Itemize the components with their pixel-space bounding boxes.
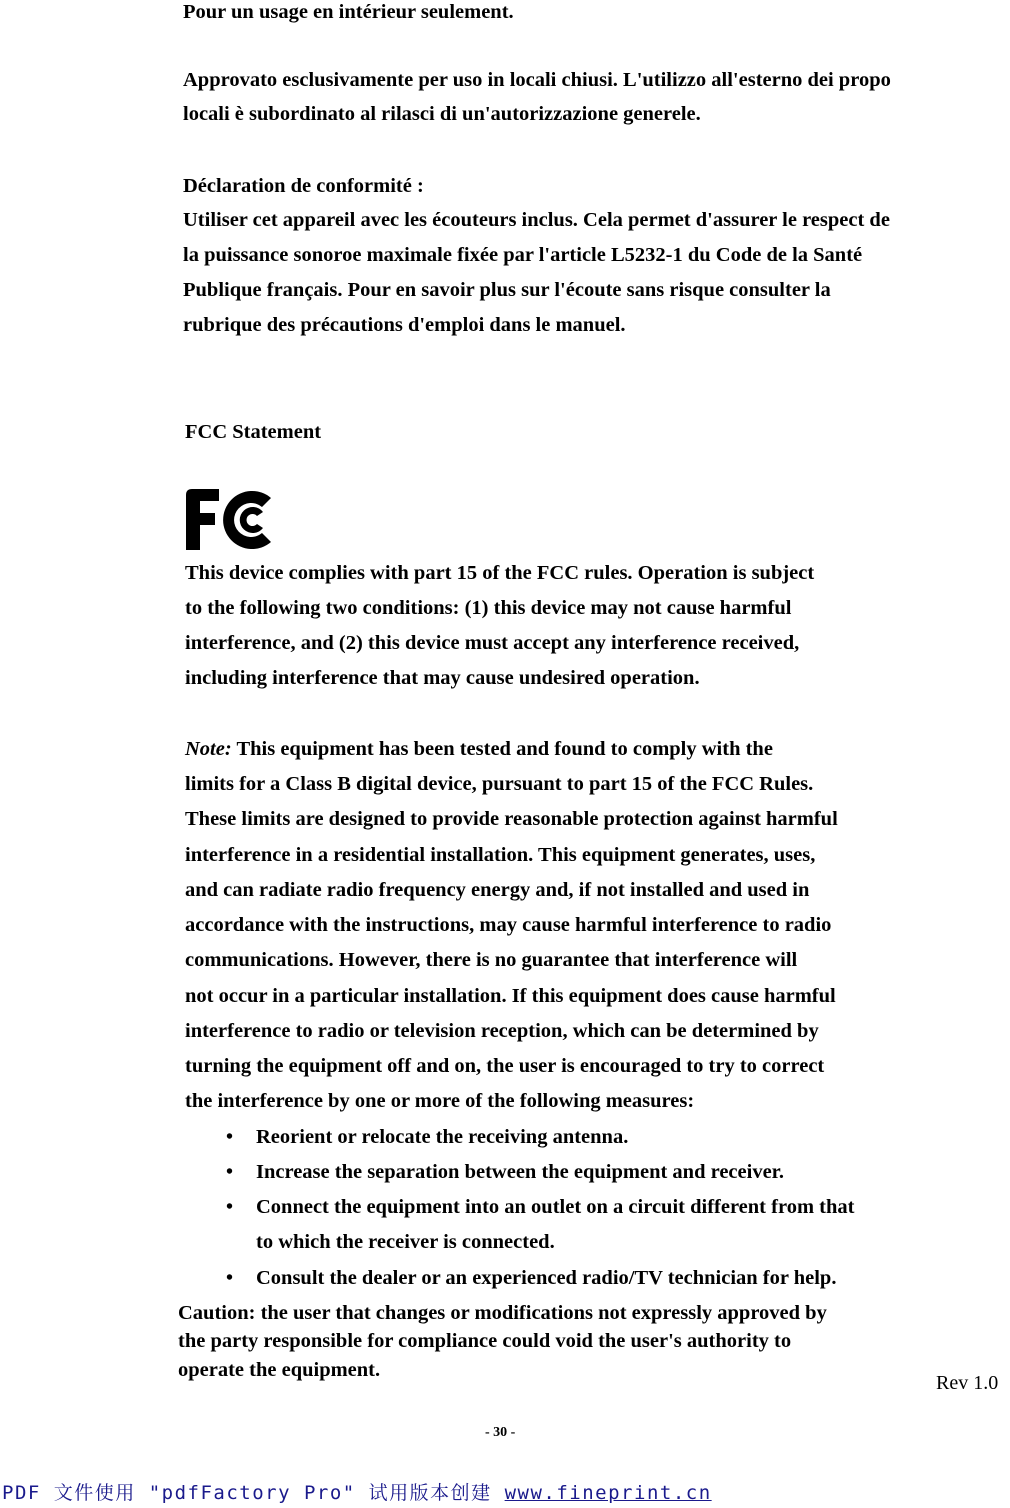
fcc-note-line-11: the interference by one or more of the following measures: bbox=[185, 1090, 695, 1112]
fcc-compliance-line-4: including interference that may cause undesired operation. bbox=[185, 667, 700, 689]
fcc-logo-f bbox=[186, 489, 219, 550]
fcc-note-line-5: and can radiate radio frequency energy and, if not installed and used in bbox=[185, 879, 810, 901]
fcc-compliance-line-2: to the following two conditions: (1) this device may not cause harmful bbox=[185, 597, 792, 619]
fcc-logo-c-inner bbox=[240, 507, 263, 533]
italian-line-1: Approvato esclusivamente per uso in locali chiusi. L'utilizzo all'esterno dei propo bbox=[183, 69, 891, 91]
footer-text: PDF 文件使用 "pdfFactory Pro" 试用版本创建 bbox=[2, 1482, 505, 1504]
fcc-compliance-line-1: This device complies with part 15 of the FCC rules. Operation is subject bbox=[185, 562, 815, 584]
fcc-compliance-line-3: interference, and (2) this device must accept any interference received, bbox=[185, 632, 800, 654]
fcc-note-line-6: accordance with the instructions, may cause harmful interference to radio bbox=[185, 914, 832, 936]
caution-line-1: Caution: the user that changes or modifications not expressly approved by bbox=[178, 1302, 827, 1324]
fcc-note-line-2: limits for a Class B digital device, pursuant to part 15 of the FCC Rules. bbox=[185, 773, 814, 795]
fcc-note-line-7: communications. However, there is no guarantee that interference will bbox=[185, 949, 798, 971]
fcc-logo bbox=[183, 486, 281, 552]
fcc-note-line-4: interference in a residential installation. This equipment generates, uses, bbox=[185, 844, 816, 866]
fcc-note-line-8: not occur in a particular installation. If this equipment does cause harmful bbox=[185, 985, 836, 1007]
bullet-2: • bbox=[226, 1161, 234, 1183]
fcc-note-line-1 bbox=[185, 739, 773, 760]
declaration-line-4: rubrique des précautions d'emploi dans le manuel. bbox=[183, 314, 626, 336]
fcc-note-line-3: These limits are designed to provide reasonable protection against harmful bbox=[185, 808, 838, 830]
caution-line-3: operate the equipment. bbox=[178, 1359, 381, 1381]
italian-line-2: locali è subordinato al rilasci di un'autorizzazione generele. bbox=[183, 103, 701, 125]
declaration-title: Déclaration de conformité : bbox=[183, 175, 424, 197]
footer-link[interactable]: www.fineprint.cn bbox=[504, 1482, 712, 1504]
declaration-line-3: Publique français. Pour en savoir plus sur l'écoute sans risque consulter la bbox=[183, 279, 831, 301]
fcc-note-line-10: turning the equipment off and on, the user is encouraged to try to correct bbox=[185, 1055, 825, 1077]
page-number: - 30 - bbox=[485, 1425, 516, 1440]
fcc-logo-c-outer bbox=[223, 491, 271, 549]
declaration-line-1: Utiliser cet appareil avec les écouteurs inclus. Cela permet d'assurer le respect de bbox=[183, 209, 890, 231]
measure-item-3-continued: to which the receiver is connected. bbox=[256, 1231, 555, 1253]
measure-item-2: Increase the separation between the equipment and receiver. bbox=[256, 1161, 785, 1183]
declaration-line-2: la puissance sonoroe maximale fixée par l'article L5232-1 du Code de la Santé bbox=[183, 244, 863, 266]
pdf-footer bbox=[2, 1484, 712, 1503]
note-first-text: This equipment has been tested and found to comply with the bbox=[231, 738, 773, 760]
bullet-1: • bbox=[226, 1126, 234, 1148]
note-label: Note: bbox=[185, 738, 232, 760]
bullet-3: • bbox=[226, 1196, 234, 1218]
bullet-4: • bbox=[226, 1267, 234, 1289]
fcc-note-line-9: interference to radio or television reception, which can be determined by bbox=[185, 1020, 819, 1042]
measure-item-4: Consult the dealer or an experienced radio/TV technician for help. bbox=[256, 1267, 837, 1289]
revision-label: Rev 1.0 bbox=[936, 1372, 999, 1394]
measure-item-1: Reorient or relocate the receiving antenna. bbox=[256, 1126, 629, 1148]
measure-item-3: Connect the equipment into an outlet on a circuit different from that bbox=[256, 1196, 855, 1218]
caution-line-2: the party responsible for compliance could void the user's authority to bbox=[178, 1330, 792, 1352]
french-indoor-text: Pour un usage en intérieur seulement. bbox=[183, 1, 514, 23]
fcc-statement-heading: FCC Statement bbox=[185, 421, 322, 443]
